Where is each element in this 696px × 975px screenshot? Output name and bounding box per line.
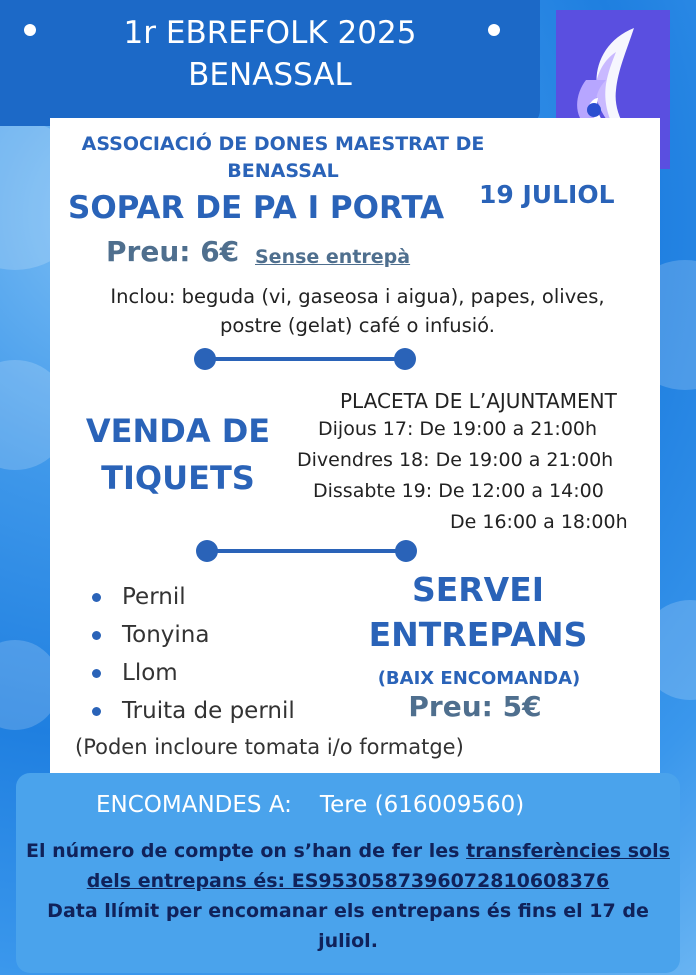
divider-connector: [206, 357, 406, 361]
tickets-title: VENDA DE TIQUETS: [85, 412, 271, 497]
event-festival-title: 1r EBREFOLK 2025: [123, 15, 417, 51]
account-text: El número de compte on s’han de fer les: [26, 840, 467, 862]
event-date: 19 JULIOL: [479, 180, 615, 209]
schedule-saturday-afternoon: De 16:00 a 18:00h: [450, 511, 628, 533]
divider-dot: [196, 540, 218, 562]
sandwich-order-note: (BAIX ENCOMANDA): [377, 668, 581, 689]
decorative-dot-left: [24, 24, 36, 36]
account-number: transferències sols dels entrepans és: ES9530587396072810608376: [86, 840, 670, 892]
order-deadline: Data llímit per encomanar els entrepans és fins el 17 de juliol.: [47, 900, 649, 952]
divider-connector: [208, 549, 406, 553]
sandwich-list: [92, 578, 295, 730]
tickets-location: PLACETA DE L’AJUNTAMENT: [340, 389, 617, 413]
list-item: Truita de pernil: [92, 692, 295, 730]
list-item: Llom: [92, 654, 295, 692]
orders-contact: Tere (616009560): [319, 792, 525, 818]
dinner-title: SOPAR DE PA I PORTA: [68, 190, 445, 226]
divider-dot: [394, 348, 416, 370]
event-town: BENASSAL: [188, 57, 352, 93]
decorative-dot-right: [488, 24, 500, 36]
dinner-includes: Inclou: beguda (vi, gaseosa i aigua), papes, olives, postre (gelat) café o infusió.: [110, 285, 605, 337]
divider-dot: [194, 348, 216, 370]
sandwich-extras: (Poden incloure tomata i/o formatge): [75, 735, 464, 759]
orders-label: ENCOMANDES A:: [96, 792, 292, 818]
organizer-name: ASSOCIACIÓ DE DONES MAESTRAT DE BENASSAL: [81, 133, 485, 182]
orders-line: [96, 792, 524, 818]
divider-dot: [395, 540, 417, 562]
dinner-price-note: Sense entrepà: [255, 246, 411, 268]
schedule-saturday-morning: Dissabte 19: De 12:00 a 14:00: [313, 480, 604, 502]
schedule-friday: Divendres 18: De 19:00 a 21:00h: [297, 449, 614, 471]
sandwich-service-title: SERVEI ENTREPANS: [368, 570, 588, 654]
dinner-price: Preu: 6€: [106, 235, 240, 268]
schedule-thursday: Dijous 17: De 19:00 a 21:00h: [318, 418, 598, 440]
list-item: Pernil: [92, 578, 295, 616]
payment-info: [20, 836, 676, 956]
list-item: Tonyina: [92, 616, 295, 654]
sandwich-price: Preu: 5€: [408, 690, 542, 723]
header-banner: [0, 0, 540, 126]
